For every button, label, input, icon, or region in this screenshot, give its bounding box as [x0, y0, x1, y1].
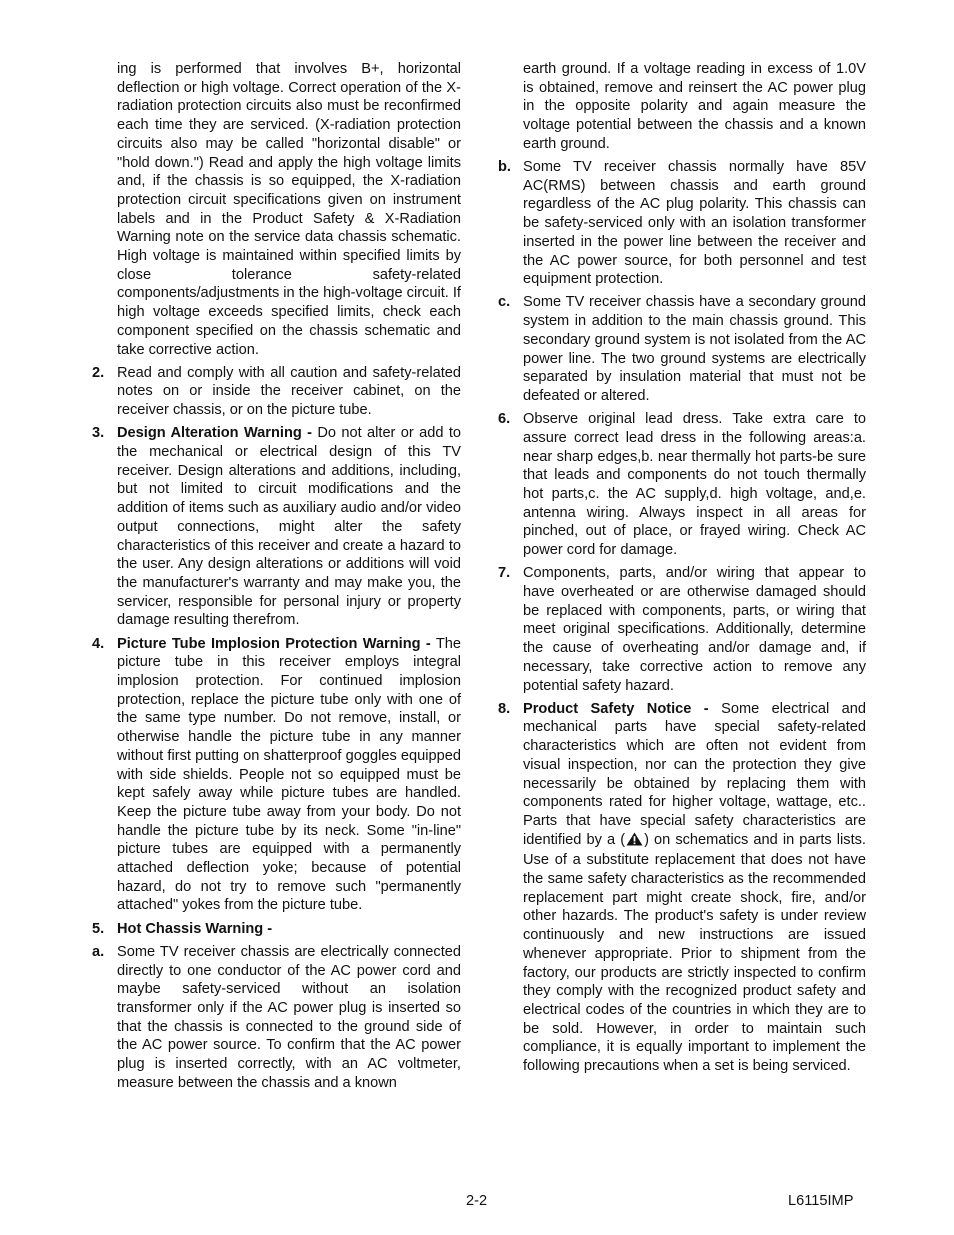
warning-triangle-icon	[626, 832, 643, 852]
paragraph-text: ing is performed that involves B+, horizontal deflection or high voltage. Correct operation of the X-radiation protection circuits also must be reconfirmed each time they are serviced. (X-radiation protection circuits also may be called "horizontal disable" or "hold down.") Read and apply the high voltage limits and, if the chassis is so equipped, the X-radiation protection circuit specifications given on instrument labels and in the Product Safety & X-Radiation Warning note on the service data chassis schematic. High voltage is maintained within specified limits by close tolerance safety-related components/adjustments in the high-voltage circuit. If high voltage exceeds specified limits, check each component specified on the chassis schematic and take corrective action.	[117, 61, 461, 358]
item-text: Some TV receiver chassis are electrically connected directly to one conductor of the AC power cord and maybe safety-serviced without an isolation transformer only if the AC power plug is inserted so that the chassis is connected to the ground side of the AC power source. To confirm that the AC power plug is inserted correctly, with an AC voltmeter, measure between the chassis and a known	[117, 943, 461, 1091]
item-number: 5.	[92, 920, 105, 937]
item-heading: Design Alteration Warning -	[117, 425, 312, 442]
item-text: Observe original lead dress. Take extra care to assure correct lead dress in the following areas:a. near sharp edges,b. near thermally hot parts-be sure that leads and components do not touch thermally hot parts,c. the AC supply,d. high voltage, and,e. antenna wiring. Always inspect in all areas for pinched, out of place, or frayed wiring. Check AC power cord for damage.	[523, 411, 866, 559]
left-column	[92, 60, 461, 1097]
item-heading: Hot Chassis Warning -	[117, 920, 273, 937]
x-radiation-continuation	[92, 60, 461, 359]
list-item-4	[92, 635, 461, 916]
item-number: 4.	[92, 635, 105, 652]
page-number: 2-2	[466, 1193, 488, 1209]
list-item-5c	[498, 293, 866, 405]
item-number: 7.	[498, 565, 511, 582]
list-item-8	[498, 700, 866, 1076]
item-number: 2.	[92, 364, 105, 381]
list-item-5b	[498, 158, 866, 289]
list-item-3	[92, 424, 461, 630]
item-number: 3.	[92, 425, 105, 442]
item-heading: Picture Tube Implosion Protection Warning -	[117, 635, 431, 652]
document-code: L6115IMP	[788, 1193, 854, 1209]
item-text: The picture tube in this receiver employs integral implosion protection. For continued implosion protection, replace the picture tube only with one of the same type number. Do not remove, install, or otherwise handle the picture tube in any manner without first putting on shatterproof goggles equipped with side shields. People not so equipped must be kept safely away while picture tubes are handled. Keep the picture tube away from your body. Do not handle the picture tube by its neck. Some "in-line" picture tubes are equipped with a permanently attached deflection yoke; because of potential hazard, do not try to remove such "permanently attached" yokes from the picture tube.	[117, 635, 461, 914]
item-number: 8.	[498, 700, 511, 717]
item-number: c.	[498, 294, 511, 311]
item-number: a.	[92, 943, 105, 960]
item-heading: Product Safety Notice -	[523, 700, 709, 717]
item-text: Some TV receiver chassis normally have 85V AC(RMS) between chassis and earth ground regardless of the AC plug polarity. This chassis can be safety-serviced only with an isolation transformer inserted in the power line between the receiver and the AC power source, for both personnel and test equipment protection.	[523, 159, 866, 288]
item-text: Read and comply with all caution and safety-related notes on or inside the receiver cabinet, on the receiver chassis, or on the picture tube.	[117, 364, 461, 419]
paragraph-text: earth ground. If a voltage reading in excess of 1.0V is obtained, remove and reinsert the AC power plug in the opposite polarity and again measure the voltage potential between the chassis and a known earth ground.	[523, 61, 866, 152]
item-number: 6.	[498, 411, 511, 428]
list-item-5a	[92, 943, 461, 1093]
item-5a-continuation	[498, 60, 866, 154]
item-number: b.	[498, 159, 511, 176]
item-text: Do not alter or add to the mechanical or electrical design of this TV receiver. Design alterations and additions, including, but not limited to circuit modifications and the addition of items such as auxiliary audio and/or video output connections, might alter the safety characteristics of this receiver and create a hazard to the user. Any design alterations or additions will void the manufacturer's warranty and may make you, the servicer, responsible for personal injury or property damage resulting therefrom.	[117, 425, 461, 629]
right-column	[498, 60, 866, 1080]
item-text: Some TV receiver chassis have a secondary ground system in addition to the main chassis ground. This secondary ground system is not isolated from the AC power line. The two ground systems are electrically separated by insulation material that must not be defeated or altered.	[523, 294, 866, 404]
list-item-7	[498, 564, 866, 695]
list-item-5	[92, 920, 461, 939]
list-item-6	[498, 410, 866, 560]
item-text: Components, parts, and/or wiring that appear to have overheated or are otherwise damaged should be replaced with components, parts, or wiring that meet original specifications. Additionally, determine the cause of overheating and/or damage and, if necessary, take corrective action to remove any potential safety hazard.	[523, 565, 866, 694]
item-text: ) on schematics and in parts lists. Use of a substitute replacement that does not have the same safety characteristics as the recommended replacement part might create shock, fire, and/or other hazards. The product's safety is under review continuously and new instructions are issued whenever appropriate. Prior to shipment from the factory, our products are strictly inspected to confirm they comply with the recognized product safety and electrical codes of the countries in which they are to be sold. However, in order to maintain such compliance, it is equally important to implement the following precautions when a set is being serviced.	[523, 831, 866, 1075]
list-item-2	[92, 364, 461, 420]
item-text: Some electrical and mechanical parts have special safety-related characteristics which are often not evident from visual inspection, nor can the protection they give necessarily be obtained by replacing them with components rated for higher voltage, wattage, etc.. Parts that have special safety characteristics are identified by a (	[523, 700, 866, 848]
